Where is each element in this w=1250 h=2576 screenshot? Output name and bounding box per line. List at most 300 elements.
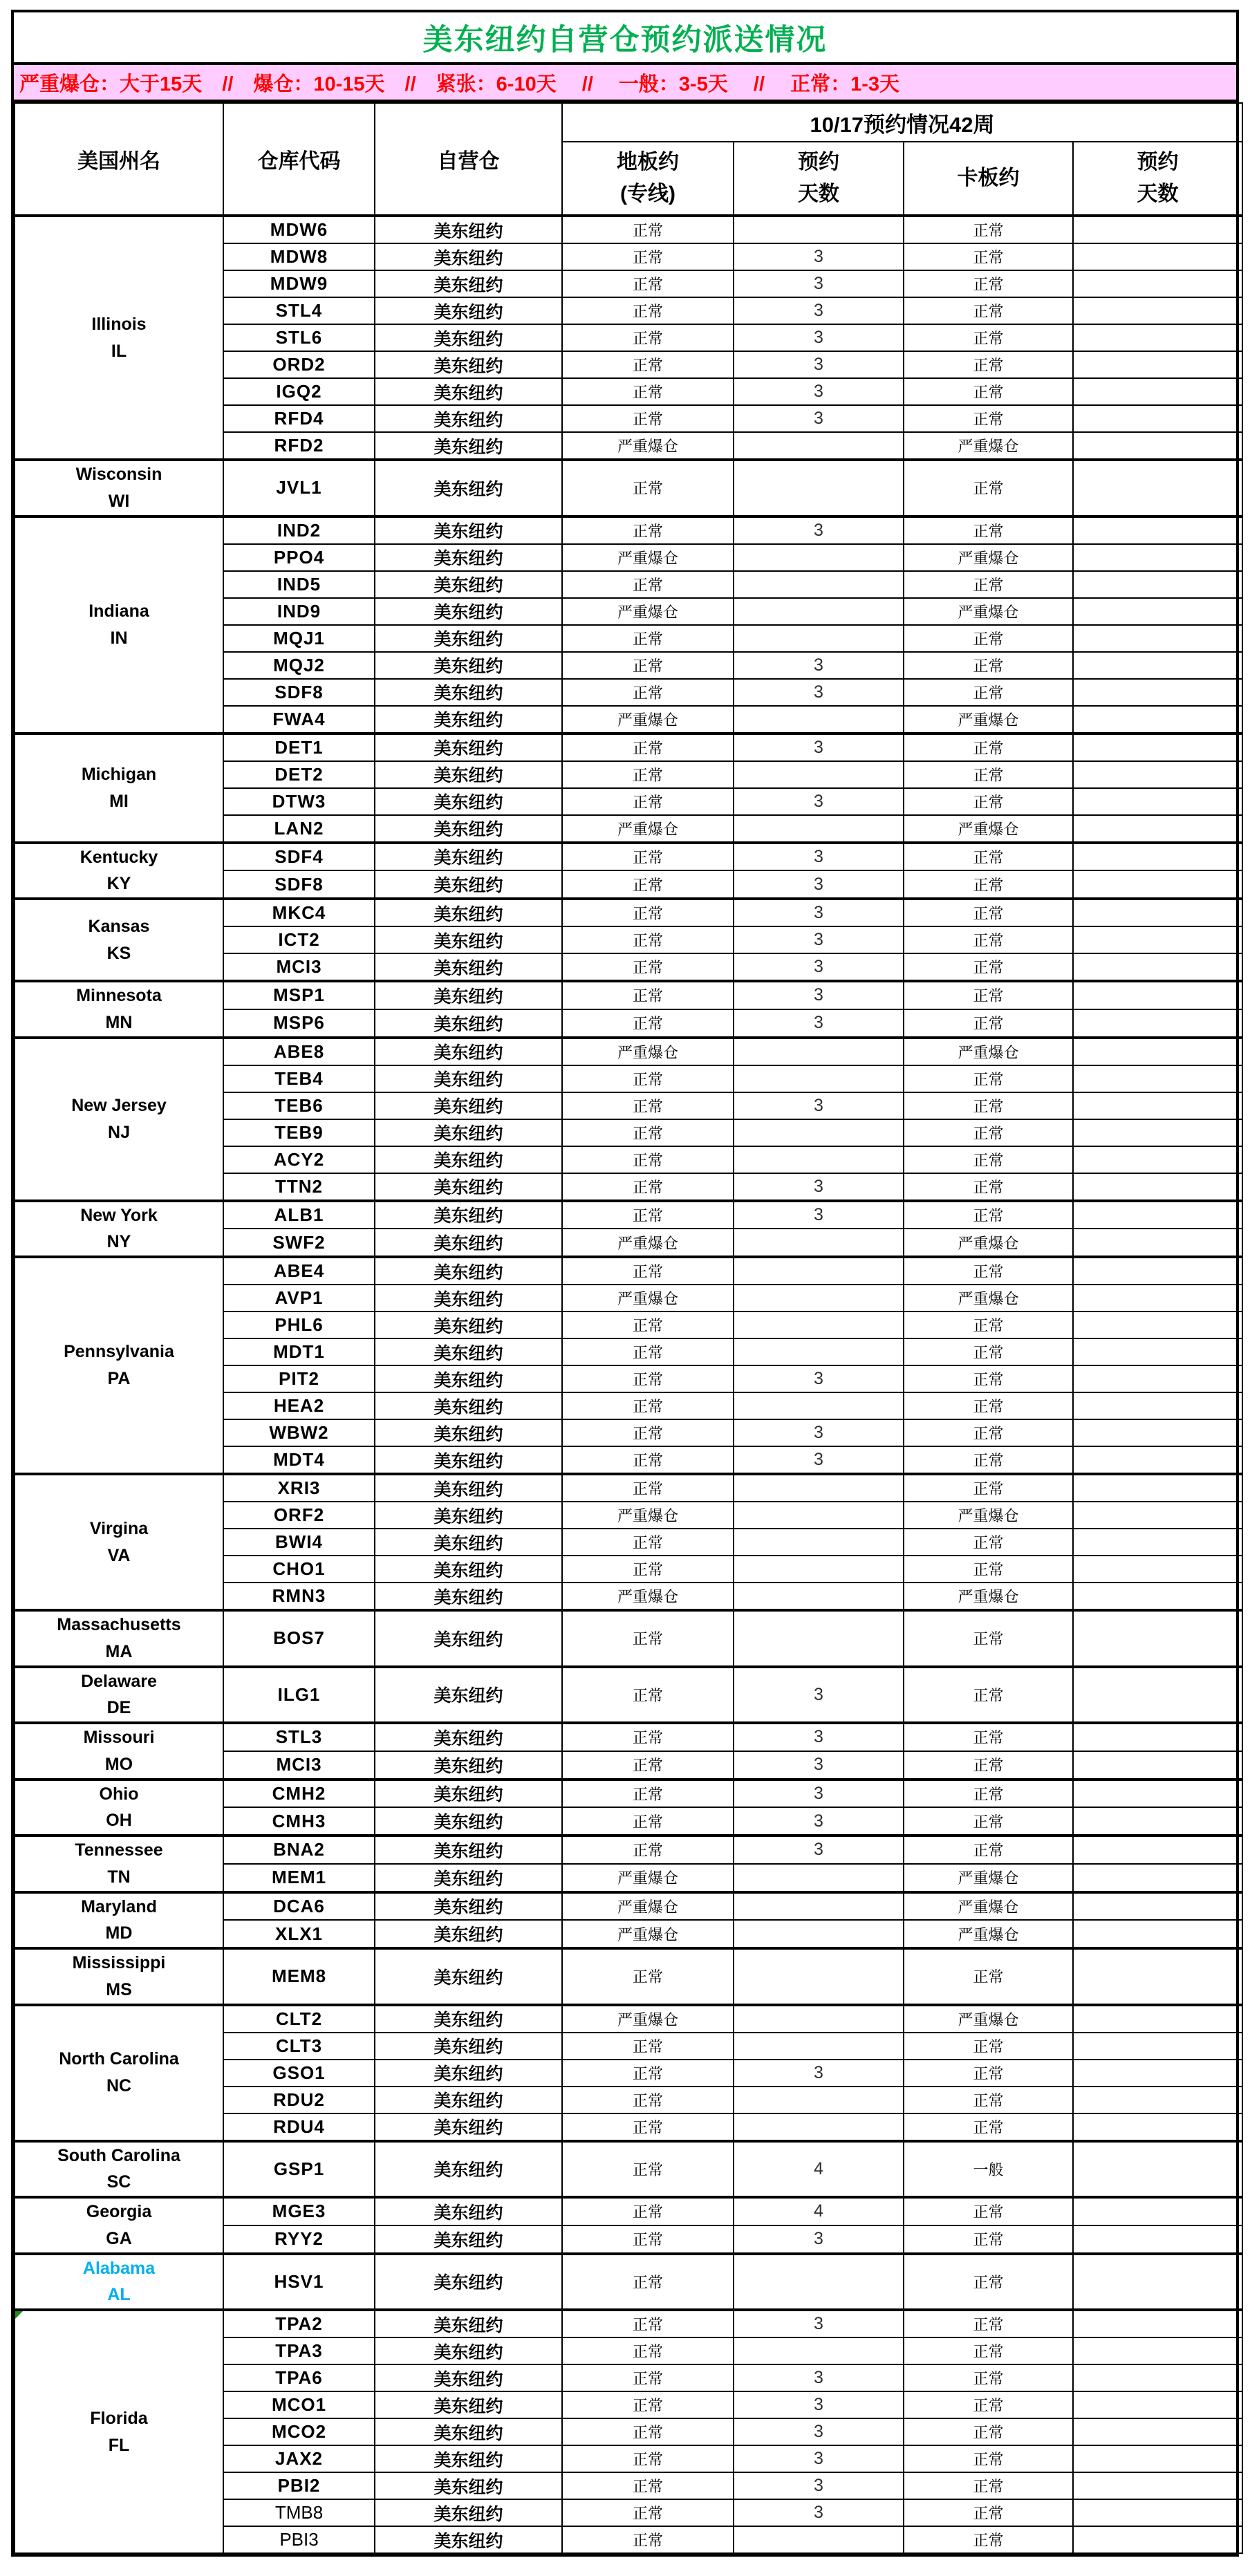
pallet-appointment-status: 正常 bbox=[904, 1419, 1073, 1446]
floor-appointment-status: 严重爆仓 bbox=[562, 598, 734, 625]
pallet-appointment-status: 正常 bbox=[904, 2087, 1073, 2113]
floor-appointment-days: 3 bbox=[734, 243, 904, 270]
pallet-appointment-status: 严重爆仓 bbox=[904, 706, 1073, 734]
pallet-appointment-status: 正常 bbox=[904, 953, 1073, 981]
pallet-appointment-days bbox=[1073, 734, 1242, 761]
floor-appointment-days bbox=[734, 706, 904, 734]
own-warehouse: 美东纽约 bbox=[375, 2005, 562, 2033]
warehouse-code: IND2 bbox=[223, 516, 375, 544]
state-name: New York bbox=[80, 1205, 158, 1225]
floor-appointment-days: 3 bbox=[734, 1723, 904, 1751]
pallet-appointment-days bbox=[1073, 351, 1242, 378]
warehouse-code: GSO1 bbox=[223, 2060, 375, 2087]
pallet-appointment-days bbox=[1073, 1065, 1242, 1092]
pallet-appointment-days bbox=[1073, 1446, 1242, 1474]
warehouse-code: IND5 bbox=[223, 571, 375, 598]
pallet-appointment-days bbox=[1073, 870, 1242, 899]
warehouse-code: DET1 bbox=[223, 734, 375, 761]
floor-appointment-status: 正常 bbox=[562, 843, 734, 871]
pallet-appointment-days bbox=[1073, 1556, 1242, 1583]
floor-appointment-status: 严重爆仓 bbox=[562, 432, 734, 460]
table-row bbox=[15, 2197, 1242, 2225]
warehouse-code: MDT4 bbox=[223, 1446, 375, 1474]
state-name: Virgina bbox=[89, 1518, 149, 1538]
pallet-appointment-days bbox=[1073, 544, 1242, 571]
pallet-appointment-status: 正常 bbox=[904, 324, 1073, 351]
floor-appointment-status: 正常 bbox=[562, 1474, 734, 1502]
warehouse-code: BOS7 bbox=[223, 1610, 375, 1667]
floor-appointment-days: 3 bbox=[734, 2225, 904, 2254]
floor-appointment-days: 3 bbox=[734, 1751, 904, 1780]
pallet-appointment-days bbox=[1073, 243, 1242, 270]
state-cell-md bbox=[15, 1892, 223, 1949]
floor-appointment-status: 正常 bbox=[562, 1836, 734, 1864]
floor-appointment-days: 3 bbox=[734, 270, 904, 297]
own-warehouse: 美东纽约 bbox=[375, 706, 562, 734]
own-warehouse: 美东纽约 bbox=[375, 1365, 562, 1392]
table-row bbox=[15, 734, 1242, 761]
own-warehouse: 美东纽约 bbox=[375, 981, 562, 1009]
table-row bbox=[15, 843, 1242, 871]
own-warehouse: 美东纽约 bbox=[375, 1556, 562, 1583]
state-cell-pa bbox=[15, 1257, 223, 1474]
pallet-appointment-status: 正常 bbox=[904, 1201, 1073, 1229]
pallet-appointment-days bbox=[1073, 1229, 1242, 1257]
pallet-appointment-days bbox=[1073, 1502, 1242, 1529]
floor-appointment-status: 正常 bbox=[562, 1723, 734, 1751]
warehouse-code: RMN3 bbox=[223, 1583, 375, 1610]
own-warehouse: 美东纽约 bbox=[375, 1667, 562, 1724]
pallet-appointment-days bbox=[1073, 2087, 1242, 2113]
pallet-appointment-status: 正常 bbox=[904, 1257, 1073, 1285]
floor-appointment-status: 正常 bbox=[562, 1065, 734, 1092]
state-name: Maryland bbox=[81, 1896, 157, 1916]
state-abbr: GA bbox=[106, 2228, 132, 2248]
own-warehouse: 美东纽约 bbox=[375, 2364, 562, 2391]
floor-appointment-status: 正常 bbox=[562, 734, 734, 761]
col-header-pallet: 卡板约 bbox=[904, 142, 1073, 216]
pallet-appointment-status: 正常 bbox=[904, 2418, 1073, 2445]
own-warehouse: 美东纽约 bbox=[375, 544, 562, 571]
warehouse-code: ICT2 bbox=[223, 926, 375, 953]
own-warehouse: 美东纽约 bbox=[375, 652, 562, 679]
own-warehouse: 美东纽约 bbox=[375, 1446, 562, 1474]
own-warehouse: 美东纽约 bbox=[375, 378, 562, 405]
warehouse-code: TEB9 bbox=[223, 1119, 375, 1146]
floor-appointment-status: 正常 bbox=[562, 2472, 734, 2499]
own-warehouse: 美东纽约 bbox=[375, 1065, 562, 1092]
pallet-appointment-days bbox=[1073, 1338, 1242, 1365]
warehouse-code: CMH2 bbox=[223, 1780, 375, 1808]
warehouse-code: DET2 bbox=[223, 761, 375, 788]
status-legend: 严重爆仓：大于15天 // 爆仓：10-15天 // 紧张：6-10天 // 一般：3-5天 // 正常：1-3天 bbox=[14, 65, 1236, 102]
pallet-appointment-days bbox=[1073, 1474, 1242, 1502]
table-row bbox=[15, 2141, 1242, 2198]
pallet-appointment-status: 正常 bbox=[904, 2445, 1073, 2472]
floor-appointment-status: 正常 bbox=[562, 2445, 734, 2472]
warehouse-code: TMB8 bbox=[223, 2499, 375, 2526]
pallet-appointment-status: 严重爆仓 bbox=[904, 1229, 1073, 1257]
comment-marker-icon bbox=[15, 2310, 24, 2319]
own-warehouse: 美东纽约 bbox=[375, 1038, 562, 1065]
pallet-appointment-status: 正常 bbox=[904, 1556, 1073, 1583]
floor-appointment-status: 正常 bbox=[562, 2418, 734, 2445]
pallet-appointment-days bbox=[1073, 1751, 1242, 1780]
warehouse-code: TPA3 bbox=[223, 2337, 375, 2364]
floor-appointment-status: 正常 bbox=[562, 652, 734, 679]
warehouse-code: RFD4 bbox=[223, 405, 375, 432]
state-abbr: DE bbox=[106, 1698, 131, 1718]
pallet-appointment-status: 正常 bbox=[904, 1667, 1073, 1724]
pallet-appointment-status: 正常 bbox=[904, 2060, 1073, 2087]
table-row bbox=[15, 516, 1242, 544]
table-body bbox=[15, 216, 1242, 2553]
pallet-appointment-days bbox=[1073, 2060, 1242, 2087]
floor-appointment-days: 3 bbox=[734, 351, 904, 378]
warehouse-code: MQJ2 bbox=[223, 652, 375, 679]
own-warehouse: 美东纽约 bbox=[375, 2391, 562, 2418]
pallet-appointment-days bbox=[1073, 1119, 1242, 1146]
floor-appointment-days bbox=[734, 1529, 904, 1556]
state-name: Missouri bbox=[83, 1728, 155, 1747]
pallet-appointment-status: 正常 bbox=[904, 870, 1073, 899]
pallet-appointment-days bbox=[1073, 216, 1242, 243]
floor-appointment-status: 正常 bbox=[562, 1529, 734, 1556]
floor-appointment-days: 3 bbox=[734, 734, 904, 761]
state-abbr: OH bbox=[106, 1811, 132, 1831]
pallet-appointment-days bbox=[1073, 2310, 1242, 2337]
pallet-appointment-status: 正常 bbox=[904, 761, 1073, 788]
col-header-floor: 地板约 (专线) bbox=[562, 142, 734, 216]
floor-appointment-days bbox=[734, 1257, 904, 1285]
pallet-appointment-status: 正常 bbox=[904, 679, 1073, 706]
floor-appointment-status: 正常 bbox=[562, 2197, 734, 2225]
floor-appointment-status: 正常 bbox=[562, 2033, 734, 2060]
state-abbr: SC bbox=[106, 2172, 131, 2192]
own-warehouse: 美东纽约 bbox=[375, 1119, 562, 1146]
floor-appointment-days: 3 bbox=[734, 679, 904, 706]
floor-appointment-days bbox=[734, 815, 904, 843]
own-warehouse: 美东纽约 bbox=[375, 297, 562, 324]
pallet-appointment-days bbox=[1073, 1948, 1242, 2005]
pallet-appointment-days bbox=[1073, 405, 1242, 432]
state-cell-ma bbox=[15, 1610, 223, 1667]
pallet-appointment-status: 正常 bbox=[904, 1807, 1073, 1836]
pallet-appointment-status: 一般 bbox=[904, 2141, 1073, 2198]
pallet-appointment-days bbox=[1073, 1610, 1242, 1667]
floor-appointment-days: 3 bbox=[734, 1446, 904, 1474]
pallet-appointment-status: 正常 bbox=[904, 351, 1073, 378]
own-warehouse: 美东纽约 bbox=[375, 2310, 562, 2337]
warehouse-code: CLT3 bbox=[223, 2033, 375, 2060]
pallet-appointment-status: 正常 bbox=[904, 297, 1073, 324]
pallet-appointment-days bbox=[1073, 761, 1242, 788]
pallet-appointment-status: 正常 bbox=[904, 216, 1073, 243]
state-abbr: VA bbox=[107, 1545, 131, 1565]
warehouse-code: SWF2 bbox=[223, 1229, 375, 1257]
pallet-appointment-days bbox=[1073, 2254, 1242, 2311]
warehouse-code: CHO1 bbox=[223, 1556, 375, 1583]
pallet-appointment-days bbox=[1073, 1038, 1242, 1065]
warehouse-code: MSP6 bbox=[223, 1009, 375, 1038]
warehouse-code: ORD2 bbox=[223, 351, 375, 378]
floor-appointment-status: 严重爆仓 bbox=[562, 1864, 734, 1892]
floor-appointment-days bbox=[734, 1474, 904, 1502]
floor-appointment-status: 正常 bbox=[562, 1119, 734, 1146]
floor-appointment-days: 4 bbox=[734, 2197, 904, 2225]
pallet-appointment-status: 正常 bbox=[904, 1312, 1073, 1338]
pallet-appointment-days bbox=[1073, 1419, 1242, 1446]
own-warehouse: 美东纽约 bbox=[375, 1338, 562, 1365]
floor-appointment-days bbox=[734, 1920, 904, 1948]
pallet-appointment-days bbox=[1073, 953, 1242, 981]
pallet-appointment-status: 正常 bbox=[904, 571, 1073, 598]
own-warehouse: 美东纽约 bbox=[375, 1312, 562, 1338]
state-abbr: NC bbox=[106, 2076, 132, 2096]
warehouse-code: MQJ1 bbox=[223, 625, 375, 652]
warehouse-code: TTN2 bbox=[223, 1173, 375, 1201]
state-abbr: TN bbox=[107, 1867, 131, 1887]
warehouse-code: SDF8 bbox=[223, 679, 375, 706]
own-warehouse: 美东纽约 bbox=[375, 432, 562, 460]
pallet-appointment-status: 正常 bbox=[904, 1780, 1073, 1808]
floor-appointment-status: 严重爆仓 bbox=[562, 1892, 734, 1921]
floor-appointment-days: 3 bbox=[734, 843, 904, 871]
floor-appointment-days bbox=[734, 1392, 904, 1419]
floor-appointment-days: 3 bbox=[734, 2499, 904, 2526]
pallet-appointment-days bbox=[1073, 1864, 1242, 1892]
warehouse-code: MDW6 bbox=[223, 216, 375, 243]
pallet-appointment-status: 严重爆仓 bbox=[904, 1502, 1073, 1529]
floor-appointment-days: 3 bbox=[734, 1201, 904, 1229]
warehouse-code: STL3 bbox=[223, 1723, 375, 1751]
own-warehouse: 美东纽约 bbox=[375, 351, 562, 378]
floor-appointment-days: 3 bbox=[734, 652, 904, 679]
floor-appointment-status: 正常 bbox=[562, 243, 734, 270]
pallet-appointment-status: 正常 bbox=[904, 926, 1073, 953]
floor-appointment-days: 3 bbox=[734, 1365, 904, 1392]
pallet-appointment-days bbox=[1073, 1092, 1242, 1119]
floor-appointment-status: 正常 bbox=[562, 2141, 734, 2198]
floor-appointment-status: 正常 bbox=[562, 2310, 734, 2337]
floor-appointment-days bbox=[734, 216, 904, 243]
floor-appointment-days bbox=[734, 1038, 904, 1065]
pallet-appointment-status: 正常 bbox=[904, 788, 1073, 815]
pallet-appointment-status: 正常 bbox=[904, 2310, 1073, 2337]
warehouse-code: RDU4 bbox=[223, 2113, 375, 2141]
floor-appointment-status: 正常 bbox=[562, 1556, 734, 1583]
floor-appointment-days bbox=[734, 460, 904, 516]
own-warehouse: 美东纽约 bbox=[375, 1780, 562, 1808]
pallet-appointment-days bbox=[1073, 706, 1242, 734]
warehouse-code: XLX1 bbox=[223, 1920, 375, 1948]
own-warehouse: 美东纽约 bbox=[375, 405, 562, 432]
floor-appointment-status: 正常 bbox=[562, 788, 734, 815]
floor-appointment-status: 严重爆仓 bbox=[562, 1285, 734, 1312]
state-cell-il bbox=[15, 216, 223, 460]
table-row bbox=[15, 1836, 1242, 1864]
floor-appointment-days bbox=[734, 571, 904, 598]
state-cell-ms bbox=[15, 1948, 223, 2005]
state-name: New Jersey bbox=[71, 1095, 167, 1115]
pallet-appointment-status: 正常 bbox=[904, 2472, 1073, 2499]
own-warehouse: 美东纽约 bbox=[375, 1257, 562, 1285]
floor-appointment-status: 正常 bbox=[562, 1009, 734, 1038]
state-name: South Carolina bbox=[57, 2145, 180, 2165]
floor-appointment-status: 正常 bbox=[562, 2391, 734, 2418]
own-warehouse: 美东纽约 bbox=[375, 2225, 562, 2254]
state-cell-ga bbox=[15, 2197, 223, 2254]
pallet-appointment-status: 正常 bbox=[904, 2391, 1073, 2418]
pallet-appointment-status: 正常 bbox=[904, 1723, 1073, 1751]
floor-appointment-status: 正常 bbox=[562, 1257, 734, 1285]
warehouse-code: MKC4 bbox=[223, 899, 375, 926]
pallet-appointment-days bbox=[1073, 324, 1242, 351]
pallet-appointment-status: 正常 bbox=[904, 1173, 1073, 1201]
own-warehouse: 美东纽约 bbox=[375, 926, 562, 953]
pallet-appointment-days bbox=[1073, 2225, 1242, 2254]
floor-appointment-days: 3 bbox=[734, 2364, 904, 2391]
pallet-appointment-status: 正常 bbox=[904, 243, 1073, 270]
warehouse-code: TPA6 bbox=[223, 2364, 375, 2391]
own-warehouse: 美东纽约 bbox=[375, 625, 562, 652]
own-warehouse: 美东纽约 bbox=[375, 1920, 562, 1948]
own-warehouse: 美东纽约 bbox=[375, 788, 562, 815]
pallet-appointment-days bbox=[1073, 1173, 1242, 1201]
warehouse-code: JAX2 bbox=[223, 2445, 375, 2472]
floor-appointment-status: 正常 bbox=[562, 2499, 734, 2526]
pallet-appointment-days bbox=[1073, 1201, 1242, 1229]
warehouse-code: BNA2 bbox=[223, 1836, 375, 1864]
pallet-appointment-status: 正常 bbox=[904, 2033, 1073, 2060]
table-row bbox=[15, 2310, 1242, 2337]
pallet-appointment-days bbox=[1073, 679, 1242, 706]
floor-appointment-status: 正常 bbox=[562, 1780, 734, 1808]
state-abbr: NY bbox=[106, 1232, 131, 1252]
pallet-appointment-status: 正常 bbox=[904, 460, 1073, 516]
table-row bbox=[15, 1667, 1242, 1724]
floor-appointment-status: 正常 bbox=[562, 1751, 734, 1780]
pallet-appointment-days bbox=[1073, 843, 1242, 871]
floor-appointment-status: 正常 bbox=[562, 2225, 734, 2254]
state-abbr: KY bbox=[106, 874, 131, 894]
pallet-appointment-days bbox=[1073, 571, 1242, 598]
pallet-appointment-status: 正常 bbox=[904, 2254, 1073, 2311]
own-warehouse: 美东纽约 bbox=[375, 571, 562, 598]
warehouse-code: XRI3 bbox=[223, 1474, 375, 1502]
own-warehouse: 美东纽约 bbox=[375, 1392, 562, 1419]
warehouse-code: FWA4 bbox=[223, 706, 375, 734]
floor-appointment-days bbox=[734, 761, 904, 788]
state-cell-nj bbox=[15, 1038, 223, 1201]
pallet-appointment-status: 严重爆仓 bbox=[904, 1892, 1073, 1921]
pallet-appointment-status: 正常 bbox=[904, 516, 1073, 544]
floor-appointment-days: 3 bbox=[734, 870, 904, 899]
state-name: Mississippi bbox=[72, 1953, 166, 1972]
col-header-group: 10/17预约情况42周 bbox=[562, 103, 1242, 142]
pallet-appointment-days bbox=[1073, 981, 1242, 1009]
own-warehouse: 美东纽约 bbox=[375, 2526, 562, 2553]
floor-appointment-days: 3 bbox=[734, 2445, 904, 2472]
floor-appointment-days: 3 bbox=[734, 1836, 904, 1864]
own-warehouse: 美东纽约 bbox=[375, 1502, 562, 1529]
floor-appointment-status: 正常 bbox=[562, 460, 734, 516]
floor-appointment-status: 正常 bbox=[562, 571, 734, 598]
pallet-appointment-status: 正常 bbox=[904, 1065, 1073, 1092]
floor-appointment-days bbox=[734, 1065, 904, 1092]
state-abbr: MN bbox=[105, 1012, 133, 1032]
state-cell-mo bbox=[15, 1723, 223, 1780]
pallet-appointment-status: 正常 bbox=[904, 2225, 1073, 2254]
table-row bbox=[15, 460, 1242, 516]
pallet-appointment-status: 正常 bbox=[904, 2364, 1073, 2391]
floor-appointment-days: 3 bbox=[734, 1780, 904, 1808]
pallet-appointment-days bbox=[1073, 1667, 1242, 1724]
pallet-appointment-days bbox=[1073, 1807, 1242, 1836]
pallet-appointment-days bbox=[1073, 926, 1242, 953]
own-warehouse: 美东纽约 bbox=[375, 2418, 562, 2445]
pallet-appointment-days bbox=[1073, 1312, 1242, 1338]
pallet-appointment-status: 正常 bbox=[904, 1009, 1073, 1038]
warehouse-code: MDW8 bbox=[223, 243, 375, 270]
floor-appointment-days: 3 bbox=[734, 378, 904, 405]
own-warehouse: 美东纽约 bbox=[375, 1229, 562, 1257]
pallet-appointment-status: 严重爆仓 bbox=[904, 1583, 1073, 1610]
own-warehouse: 美东纽约 bbox=[375, 2499, 562, 2526]
pallet-appointment-status: 正常 bbox=[904, 2113, 1073, 2141]
warehouse-code: ILG1 bbox=[223, 1667, 375, 1724]
state-cell-al bbox=[15, 2254, 223, 2311]
floor-appointment-days bbox=[734, 1892, 904, 1921]
pallet-appointment-status: 正常 bbox=[904, 405, 1073, 432]
table-row bbox=[15, 1201, 1242, 1229]
pallet-appointment-status: 严重爆仓 bbox=[904, 544, 1073, 571]
pallet-appointment-days bbox=[1073, 1583, 1242, 1610]
state-name: Wisconsin bbox=[75, 465, 162, 484]
pallet-appointment-status: 正常 bbox=[904, 1365, 1073, 1392]
pallet-appointment-status: 严重爆仓 bbox=[904, 2005, 1073, 2033]
own-warehouse: 美东纽约 bbox=[375, 1892, 562, 1921]
floor-appointment-days bbox=[734, 1610, 904, 1667]
own-warehouse: 美东纽约 bbox=[375, 1807, 562, 1836]
floor-appointment-days bbox=[734, 2113, 904, 2141]
own-warehouse: 美东纽约 bbox=[375, 761, 562, 788]
floor-appointment-status: 正常 bbox=[562, 378, 734, 405]
pallet-appointment-status: 严重爆仓 bbox=[904, 1038, 1073, 1065]
floor-appointment-days bbox=[734, 598, 904, 625]
floor-appointment-days: 3 bbox=[734, 2310, 904, 2337]
own-warehouse: 美东纽约 bbox=[375, 953, 562, 981]
floor-appointment-days: 3 bbox=[734, 788, 904, 815]
pallet-appointment-status: 正常 bbox=[904, 981, 1073, 1009]
col-header-own: 自营仓 bbox=[375, 103, 562, 216]
pallet-appointment-days bbox=[1073, 1257, 1242, 1285]
floor-appointment-days: 3 bbox=[734, 1667, 904, 1724]
floor-appointment-status: 严重爆仓 bbox=[562, 1920, 734, 1948]
own-warehouse: 美东纽约 bbox=[375, 843, 562, 871]
pallet-appointment-status: 正常 bbox=[904, 652, 1073, 679]
floor-appointment-days: 3 bbox=[734, 1009, 904, 1038]
state-name: Illinois bbox=[91, 314, 147, 334]
floor-appointment-days bbox=[734, 1119, 904, 1146]
warehouse-code: RFD2 bbox=[223, 432, 375, 460]
state-cell-sc bbox=[15, 2141, 223, 2198]
pallet-appointment-days bbox=[1073, 2033, 1242, 2060]
pallet-appointment-days bbox=[1073, 270, 1242, 297]
warehouse-code: PBI3 bbox=[223, 2526, 375, 2553]
floor-appointment-days: 3 bbox=[734, 1807, 904, 1836]
floor-appointment-days bbox=[734, 1502, 904, 1529]
